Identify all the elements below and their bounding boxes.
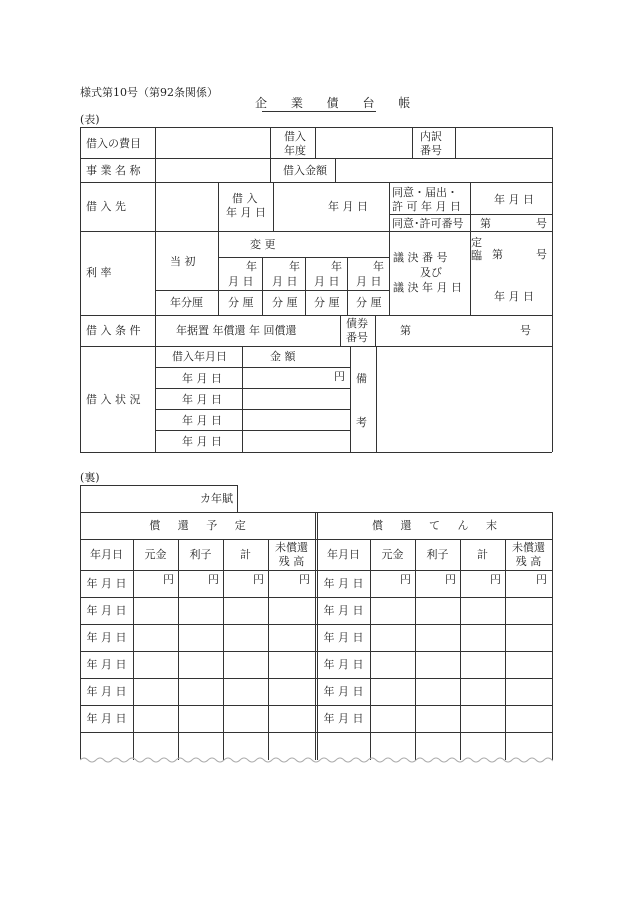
- resolution-no-suffix: 号: [536, 248, 547, 261]
- change-md-3: 月 日: [314, 275, 340, 288]
- change-year-3: 年: [331, 260, 342, 273]
- col-unpaid-right-2: 残 高: [515, 555, 542, 568]
- col-unpaid-right-1: 未償還: [512, 541, 545, 554]
- label-lender: 借 入 先: [86, 200, 126, 213]
- yen-l1: 円: [163, 573, 174, 586]
- status-date-4: 年 月 日: [182, 435, 222, 448]
- status-date-1: 年 月 日: [182, 372, 222, 385]
- col-unpaid-left-1: 未償還: [275, 541, 308, 554]
- label-project-name: 事 業 名 称: [86, 164, 141, 177]
- col-date-right: 年月日: [327, 548, 360, 561]
- torn-edge: [80, 755, 553, 765]
- yen-l2: 円: [208, 573, 219, 586]
- plan-date-3: 年 月 日: [86, 631, 127, 644]
- col-total-right: 計: [477, 548, 488, 561]
- plan-date-4: 年 月 日: [86, 658, 127, 671]
- label-interest-rate: 利 率: [86, 266, 112, 279]
- label-consent-date-2: 許 可 年 月 日: [392, 200, 461, 213]
- front-label: (表): [80, 113, 100, 126]
- label-remarks-2: 考: [356, 416, 367, 429]
- resolution-no-prefix: 第: [492, 248, 503, 261]
- plan-date-1: 年 月 日: [86, 577, 127, 590]
- rate-unit-4: 分 厘: [356, 296, 382, 309]
- label-loan-amount: 借入金額: [283, 164, 327, 177]
- label-consent-date-1: 同意・届出・: [392, 186, 458, 199]
- label-expense-item: 借入の費目: [86, 137, 141, 150]
- col-total-left: 計: [240, 548, 251, 561]
- form-number: 様式第10号（第92条関係）: [80, 86, 218, 99]
- label-breakdown-2: 番号: [420, 144, 442, 157]
- bond-no-suffix: 号: [520, 324, 531, 337]
- label-resolution-3: 議 決 年 月 日: [393, 281, 462, 294]
- label-initial: 当 初: [170, 255, 196, 268]
- bond-no-prefix: 第: [400, 324, 411, 337]
- label-remarks-1: 備: [356, 372, 367, 385]
- label-fiscal-year-2: 年度: [284, 144, 306, 157]
- header-redemption-plan: 償 還 予 定: [149, 519, 246, 532]
- change-md-1: 月 日: [228, 275, 254, 288]
- label-breakdown-1: 内訳: [420, 130, 442, 143]
- consent-date-value: 年 月 日: [494, 193, 534, 206]
- yen-r1: 円: [400, 573, 411, 586]
- label-loan-terms: 借 入 条 件: [86, 324, 141, 337]
- change-year-1: 年: [246, 260, 257, 273]
- resolution-date-value: 年 月 日: [494, 290, 534, 303]
- result-date-6: 年 月 日: [323, 712, 364, 725]
- label-annual-rate: 年分厘: [170, 296, 203, 309]
- rate-unit-3: 分 厘: [314, 296, 340, 309]
- yen-r3: 円: [490, 573, 501, 586]
- loan-date-value: 年 月 日: [328, 200, 368, 213]
- rate-unit-1: 分 厘: [228, 296, 254, 309]
- plan-date-5: 年 月 日: [86, 685, 127, 698]
- yen-r2: 円: [445, 573, 456, 586]
- col-amount: 金 額: [270, 350, 296, 363]
- label-loan-status: 借 入 状 況: [86, 393, 141, 406]
- yen-l4: 円: [299, 573, 310, 586]
- label-change: 変 更: [250, 238, 276, 251]
- status-date-3: 年 月 日: [182, 414, 222, 427]
- col-interest-right: 利子: [426, 548, 449, 561]
- consent-number-suffix: 号: [536, 217, 547, 230]
- back-label: (裏): [80, 471, 100, 484]
- plan-date-2: 年 月 日: [86, 604, 127, 617]
- result-date-4: 年 月 日: [323, 658, 364, 671]
- installment-label: カ年賦: [200, 492, 233, 505]
- change-md-4: 月 日: [356, 275, 382, 288]
- col-interest-left: 利子: [189, 548, 212, 561]
- plan-date-6: 年 月 日: [86, 712, 127, 725]
- change-year-4: 年: [373, 260, 384, 273]
- label-resolution-2: 及び: [420, 266, 442, 279]
- label-loan-date-2: 年 月 日: [226, 206, 266, 219]
- status-date-2: 年 月 日: [182, 393, 222, 406]
- label-bond-2: 番号: [346, 331, 368, 344]
- col-unpaid-left-2: 残 高: [278, 555, 305, 568]
- consent-number-prefix: 第: [480, 217, 491, 230]
- rate-unit-2: 分 厘: [272, 296, 298, 309]
- change-year-2: 年: [289, 260, 300, 273]
- yen-l3: 円: [253, 573, 264, 586]
- label-resolution-1: 議 決 番 号: [393, 251, 448, 264]
- result-date-2: 年 月 日: [323, 604, 364, 617]
- page-title: 企 業 債 台 帳: [255, 96, 421, 110]
- result-date-5: 年 月 日: [323, 685, 364, 698]
- result-date-1: 年 月 日: [323, 577, 364, 590]
- col-date-left: 年月日: [90, 548, 123, 561]
- label-fiscal-year-1: 借入: [284, 130, 306, 143]
- label-bond-1: 債券: [346, 317, 368, 330]
- label-consent-number: 同意･許可番号: [392, 217, 464, 230]
- yen-r4: 円: [536, 573, 547, 586]
- result-date-3: 年 月 日: [323, 631, 364, 644]
- status-yen: 円: [334, 370, 345, 383]
- change-md-2: 月 日: [272, 275, 298, 288]
- session-extra: 臨: [471, 249, 482, 262]
- loan-terms-text: 年据置 年償還 年 回償還: [176, 324, 297, 337]
- header-redemption-result: 償 還 て ん 末: [372, 519, 497, 532]
- label-loan-date-1: 借 入: [232, 192, 258, 205]
- col-principal-left: 元金: [144, 548, 167, 561]
- col-loan-date: 借入年月日: [172, 350, 227, 363]
- session-regular: 定: [471, 236, 482, 249]
- col-principal-right: 元金: [381, 548, 404, 561]
